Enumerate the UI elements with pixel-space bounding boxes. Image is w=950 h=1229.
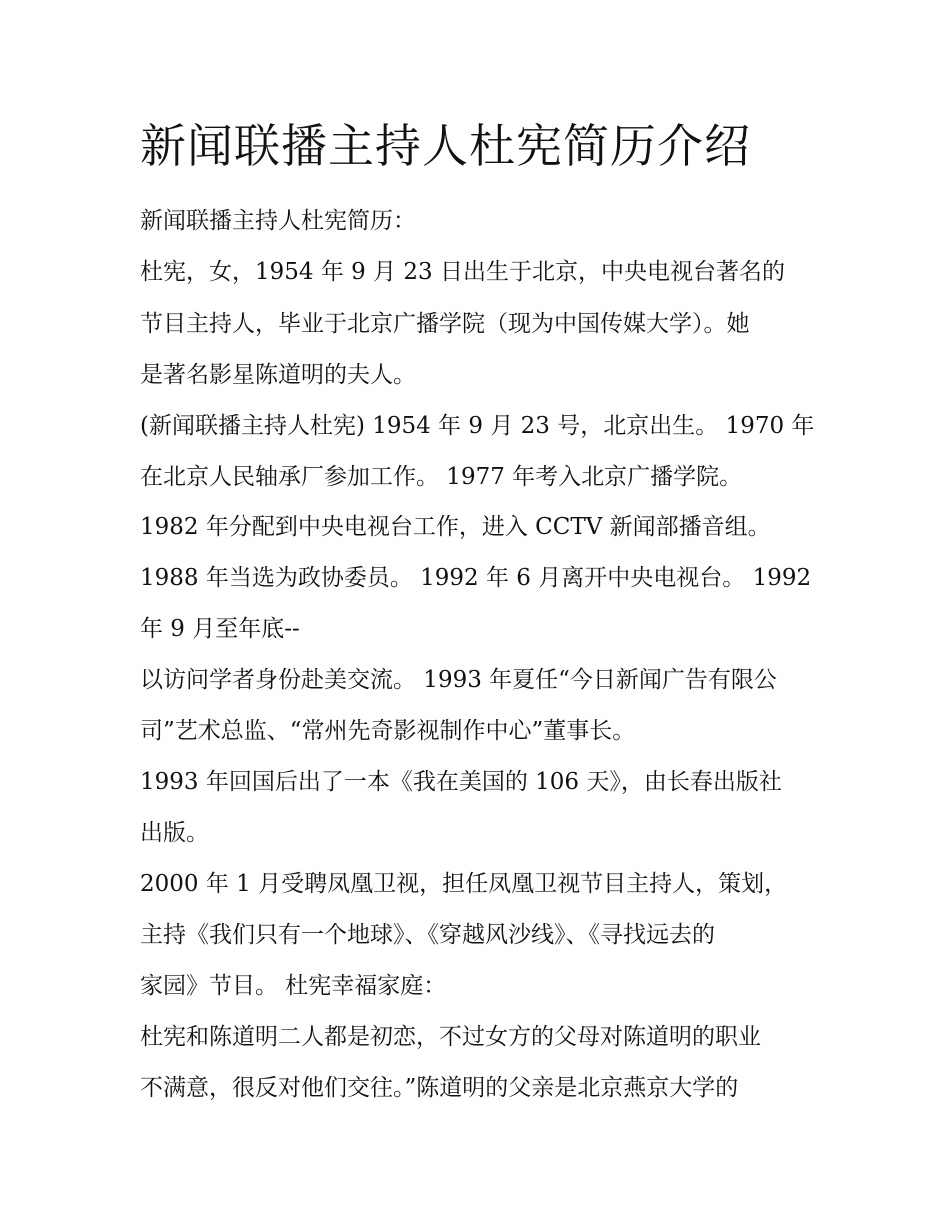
body-line-11: 司”艺术总监、“常州先奇影视制作中心”董事长。: [140, 718, 636, 744]
body-line-8: 1988 年当选为政协委员。 1992 年 6 月离开中央电视台。 1992: [140, 565, 812, 591]
body-line-9: 年 9 月至年底--: [140, 616, 300, 642]
body-line-7: 1982 年分配到中央电视台工作，进入 CCTV 新闻部播音组。: [140, 514, 771, 540]
body-line-5: (新闻联播主持人杜宪) 1954 年 9 月 23 号，北京出生。 1970 年: [140, 413, 815, 439]
body-line-18: 不满意，很反对他们交往。”陈道明的父亲是北京燕京大学的: [140, 1075, 739, 1101]
body-line-2: 杜宪，女，1954 年 9 月 23 日出生于北京，中央电视台著名的: [140, 259, 785, 285]
body-line-4: 是著名影星陈道明的夫人。: [140, 362, 416, 388]
document-title: 新闻联播主持人杜宪简历介绍: [140, 119, 751, 173]
body-line-15: 主持《我们只有一个地球》、《穿越风沙线》、《寻找远去的: [140, 922, 715, 948]
body-line-1: 新闻联播主持人杜宪简历：: [140, 208, 416, 234]
body-line-16: 家园》节目。 杜宪幸福家庭：: [140, 973, 447, 999]
body-line-13: 出版。: [140, 820, 209, 846]
body-line-10: 以访问学者身份赴美交流。 1993 年夏任“今日新闻广告有限公: [140, 667, 777, 693]
body-line-14: 2000 年 1 月受聘凤凰卫视，担任凤凰卫视节目主持人，策划，: [140, 871, 788, 897]
body-line-12: 1993 年回国后出了一本《我在美国的 106 天》，由长春出版社: [140, 769, 782, 795]
body-line-6: 在北京人民轴承厂参加工作。 1977 年考入北京广播学院。: [140, 464, 743, 490]
body-line-17: 杜宪和陈道明二人都是初恋，不过女方的父母对陈道明的职业: [140, 1024, 761, 1050]
body-line-3: 节目主持人，毕业于北京广播学院（现为中国传媒大学）。她: [140, 311, 750, 337]
